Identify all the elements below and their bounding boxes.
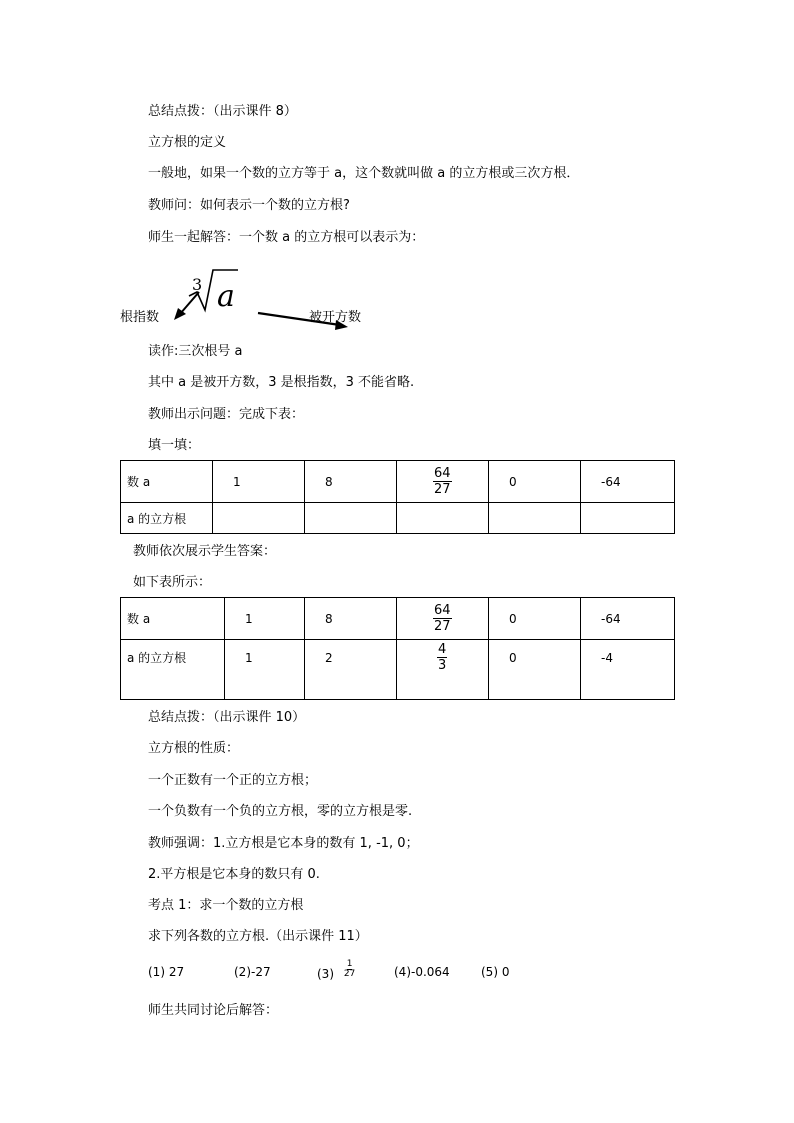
- table-cell: 数 a: [121, 461, 213, 503]
- table-cell-empty[interactable]: [397, 503, 489, 534]
- table-cell: [397, 598, 489, 640]
- line-teacher-task: 教师出示问题：完成下表：: [148, 407, 305, 422]
- table-cell: 1: [225, 640, 305, 700]
- heading-cube-root-properties: 立方根的性质：: [148, 741, 240, 756]
- table-row: [121, 598, 675, 640]
- exercise-4: (4)-0.064: [394, 965, 450, 979]
- fraction-64-27: $\frac{64}{27}$: [434, 603, 451, 634]
- table-row: [121, 640, 675, 700]
- heading-cube-root-definition: 立方根的定义: [148, 135, 227, 150]
- line-definition: 一般地，如果一个数的立方等于 a，这个数就叫做 a 的立方根或三次方根．: [148, 166, 580, 181]
- table-row: [121, 503, 675, 534]
- line-teacher-question: 教师问：如何表示一个数的立方根?: [148, 198, 350, 213]
- line-summary-8: 总结点拨：（出示课件 8）: [148, 104, 297, 119]
- exercise-3: (3) $\frac{1}{27}$: [317, 959, 356, 981]
- line-negative-property: 一个负数有一个负的立方根，零的立方根是零.: [148, 804, 413, 819]
- table-cell: -4: [581, 640, 675, 700]
- line-joint-answer: 师生一起解答：一个数 a 的立方根可以表示为：: [148, 230, 425, 245]
- line-joint-discussion: 师生共同讨论后解答：: [148, 1003, 279, 1018]
- radical-arrows: [0, 0, 794, 360]
- line-fill-in: 填一填：: [148, 438, 201, 453]
- table-cell: a 的立方根: [121, 640, 225, 700]
- table-cell: [397, 640, 489, 700]
- table-cell-empty[interactable]: [305, 503, 397, 534]
- line-read-as: 读作:三次根号 a: [148, 344, 243, 359]
- table-cell: a 的立方根: [121, 503, 213, 534]
- heading-exam-point-1: 考点 1：求一个数的立方根: [148, 898, 304, 913]
- table-cell-empty[interactable]: [213, 503, 305, 534]
- table-cell: -64: [581, 461, 675, 503]
- table-cell: 1: [225, 598, 305, 640]
- fraction-4-3: $\frac{4}{3}$: [438, 642, 447, 673]
- table-cell-empty[interactable]: [489, 503, 581, 534]
- fill-in-table: [120, 460, 675, 534]
- answer-table: [120, 597, 675, 700]
- label-radicand: 被开方数: [309, 310, 362, 325]
- line-teacher-emphasis: 教师强调：1.立方根是它本身的数有 1, -1, 0；: [148, 836, 419, 851]
- fraction-1-27: $\frac{1}{27}$: [343, 959, 356, 979]
- radical-radicand: a: [217, 279, 235, 314]
- line-summary-10: 总结点拨：（出示课件 10）: [148, 710, 306, 725]
- exercise-5: (5) 0: [481, 965, 510, 979]
- table-cell: 1: [213, 461, 305, 503]
- radical-index: 3: [192, 275, 203, 294]
- table-cell-empty[interactable]: [581, 503, 675, 534]
- table-cell: 2: [305, 640, 397, 700]
- line-square-root-note: 2.平方根是它本身的数只有 0.: [148, 867, 320, 882]
- table-cell: 0: [489, 461, 581, 503]
- table-cell: 8: [305, 461, 397, 503]
- arrow-to-index-label: [180, 292, 199, 314]
- table-cell: [397, 461, 489, 503]
- exercise-1: (1) 27: [148, 965, 185, 979]
- line-exercise-prompt: 求下列各数的立方根.（出示课件 11）: [148, 929, 368, 944]
- line-teacher-shows: 教师依次展示学生答案：: [133, 544, 277, 559]
- fraction-64-27: $\frac{64}{27}$: [434, 466, 451, 497]
- exercise-2: (2)-27: [234, 965, 271, 979]
- table-cell: 数 a: [121, 598, 225, 640]
- table-row: [121, 461, 675, 503]
- line-explanation: 其中 a 是被开方数，3 是根指数，3 不能省略.: [148, 375, 415, 390]
- label-index: 根指数: [120, 310, 160, 325]
- table-cell: -64: [581, 598, 675, 640]
- line-positive-property: 一个正数有一个正的立方根；: [148, 773, 318, 788]
- table-cell: 8: [305, 598, 397, 640]
- line-as-shown: 如下表所示：: [133, 575, 212, 590]
- table-cell: 0: [489, 598, 581, 640]
- table-cell: 0: [489, 640, 581, 700]
